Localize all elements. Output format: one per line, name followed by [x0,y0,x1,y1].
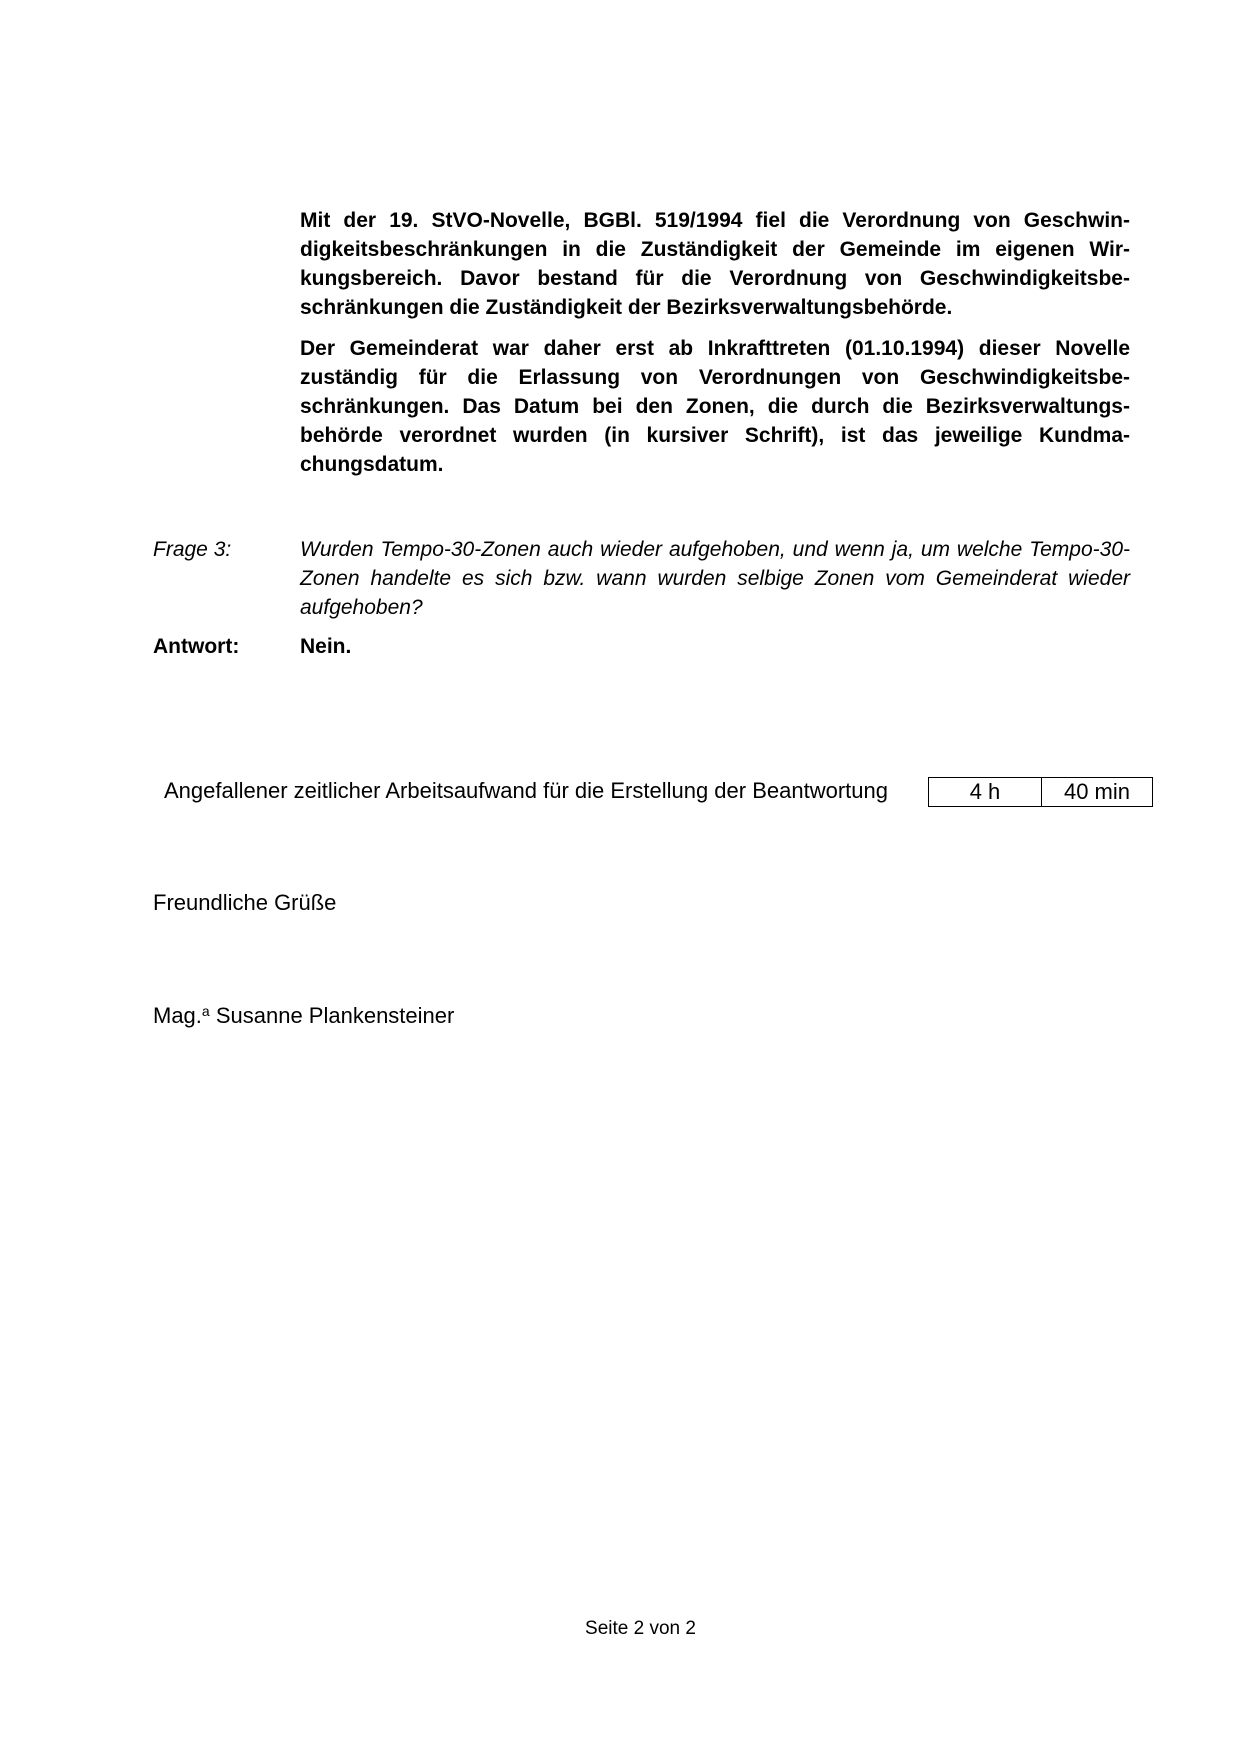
signatory-name: Susanne Plankensteiner [215,1003,455,1028]
effort-hours-cell: 4 h [929,778,1042,806]
academic-title-superscript: a [201,1003,210,1019]
effort-table [928,777,1153,807]
page-number: Seite 2 von 2 [585,1618,696,1639]
question-text: Wurden Tempo-30-Zonen auch wieder aufgehoben, und wenn ja, um welche Tempo-30-Zonen handelte es sich bzw. wann wurden selbige Zonen vom Gemeinderat wieder aufgehoben? [300,538,1130,619]
question-label: Frage 3: [153,538,232,561]
effort-minutes-cell: 40 min [1063,779,1131,804]
answer-label: Antwort: [153,635,240,658]
academic-title: Mag. [153,1003,202,1028]
answer-text: Nein. [300,635,352,658]
signature-name-line [153,1001,454,1031]
body-paragraph: Der Gemeinderat war daher erst ab Inkrafttreten (01.10.1994) dieser Novelle zuständig für die Erlassung von Verordnungen von Geschwindigkeitsbeschränkungen. Das Datum bei den Zonen, die durch die Bezirksverwaltungsbehörde verordnet wurden (in kursiver Schrift), ist das jeweilige Kundmachungsdatum. [300,337,1130,476]
body-paragraph: Mit der 19. StVO-Novelle, BGBl. 519/1994 fiel die Verordnung von Geschwindigkeitsbeschränkungen in die Zuständigkeit der Gemeinde im eigenen Wirkungsbereich. Davor bestand für die Verordnung von Geschwindigkeitsbeschränkungen die Zuständigkeit der Bezirksverwaltungsbehörde. [300,209,1130,319]
effort-label: Angefallener zeitlicher Arbeitsaufwand für die Erstellung der Beantwortung [164,778,888,803]
closing-greeting: Freundliche Grüße [153,890,337,915]
